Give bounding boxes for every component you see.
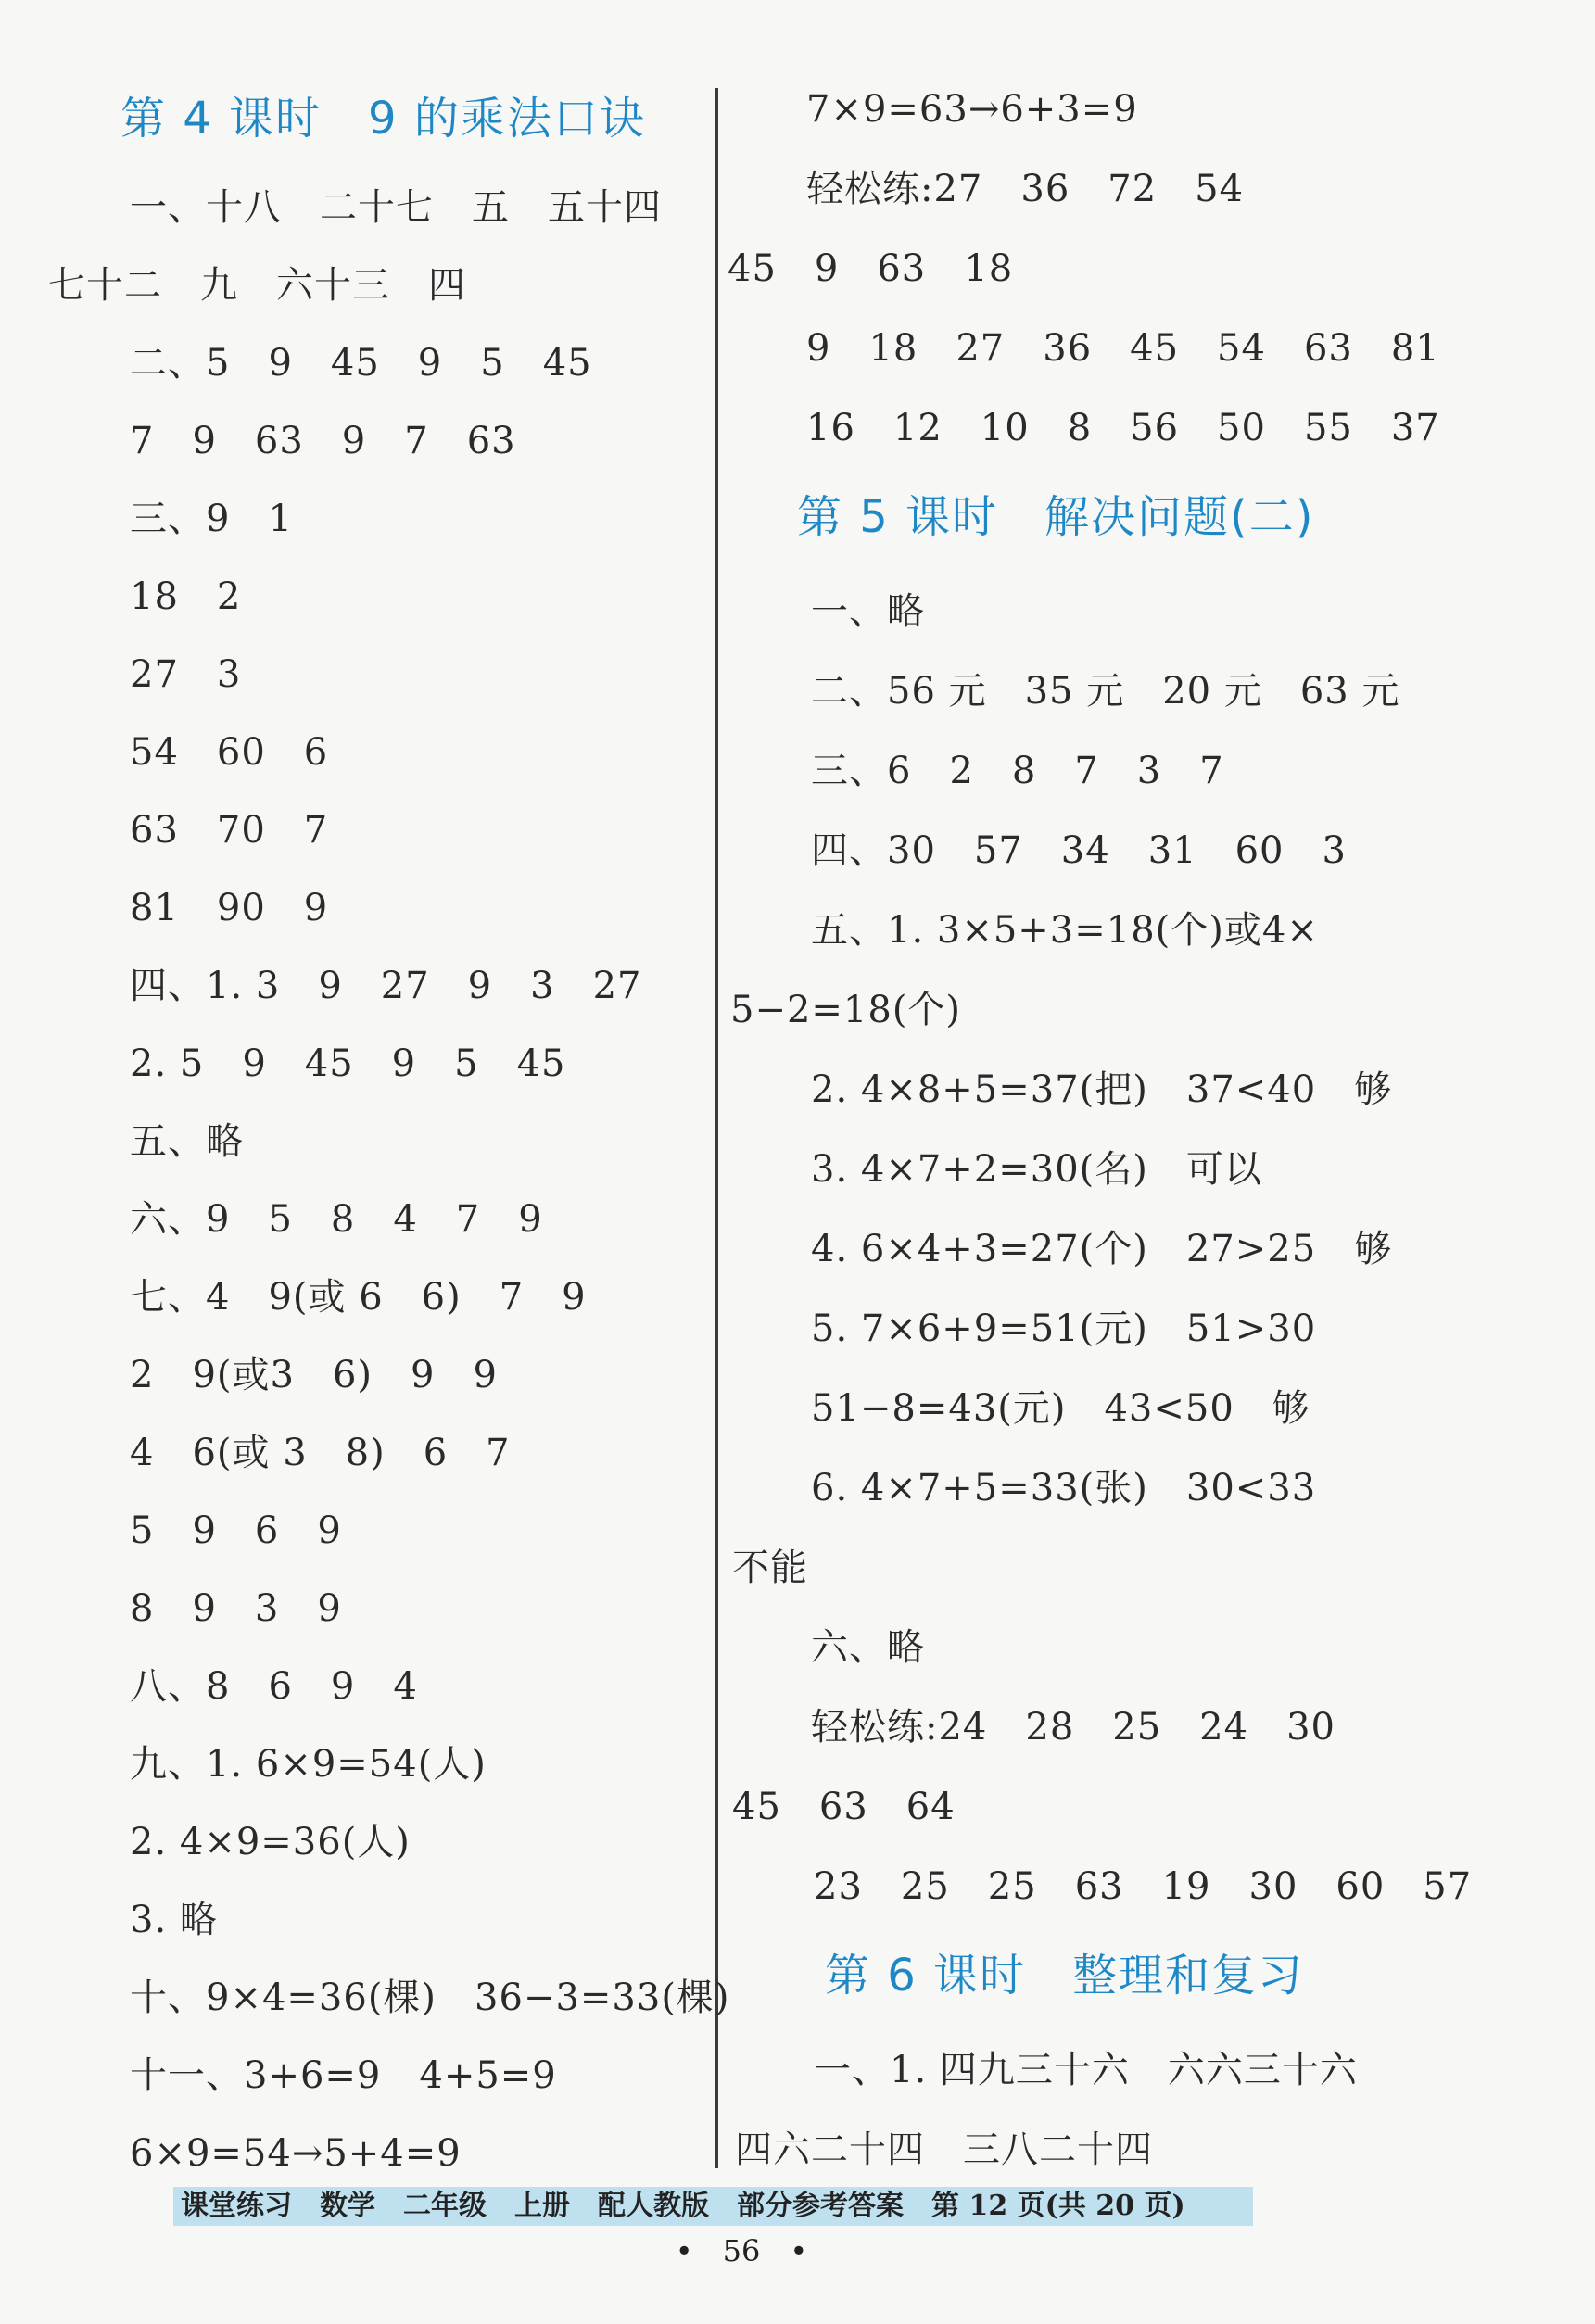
answer-line: 8 9 3 9 xyxy=(130,1587,342,1630)
answer-line: 七、4 9(或 6 6) 7 9 xyxy=(130,1276,587,1319)
answer-line: 一、1. 四九三十六 六六三十六 xyxy=(814,2049,1358,2091)
answer-line: 不能 xyxy=(732,1547,808,1589)
answer-line: 63 70 7 xyxy=(130,809,329,852)
answer-line: 9 18 27 36 45 54 63 81 xyxy=(806,327,1440,370)
answer-line: 四六二十四 三八二十四 xyxy=(735,2128,1153,2171)
answer-line: 45 63 64 xyxy=(732,1786,956,1828)
answer-line: 三、6 2 8 7 3 7 xyxy=(811,750,1224,792)
answer-line: 四、1. 3 9 27 9 3 27 xyxy=(130,965,642,1007)
answer-line: 3. 4×7+2=30(名) 可以 xyxy=(811,1148,1262,1191)
answer-line: 27 3 xyxy=(130,653,242,696)
page-number: • 56 • xyxy=(675,2233,808,2268)
answer-line: 七十二 九 六十三 四 xyxy=(48,264,466,307)
answer-line: 18 2 xyxy=(130,575,242,618)
answer-line: 2 9(或3 6) 9 9 xyxy=(130,1354,498,1396)
answer-line: 九、1. 6×9=54(人) xyxy=(130,1743,487,1786)
lesson-5-title: 第 5 课时 解决问题(二) xyxy=(797,491,1315,543)
answer-line: 7 9 63 9 7 63 xyxy=(130,420,516,462)
answer-line: 二、5 9 45 9 5 45 xyxy=(130,342,592,385)
column-divider xyxy=(715,88,718,2168)
answer-line: 51−8=43(元) 43<50 够 xyxy=(811,1387,1310,1430)
answer-line: 45 9 63 18 xyxy=(728,247,1014,290)
answer-line: 5−2=18(个) xyxy=(730,989,962,1031)
answer-line: 十、9×4=36(棵) 36−3=33(棵) xyxy=(130,1977,730,2019)
lesson-4-title: 第 4 课时 9 的乘法口诀 xyxy=(120,93,646,145)
answer-line: 一、十八 二十七 五 五十四 xyxy=(130,186,662,229)
answer-line: 81 90 9 xyxy=(130,887,329,929)
answer-line: 八、8 6 9 4 xyxy=(130,1665,418,1708)
answer-line: 五、1. 3×5+3=18(个)或4× xyxy=(811,909,1319,952)
answer-line: 3. 略 xyxy=(130,1899,218,1941)
answer-line: 5. 7×6+9=51(元) 51>30 xyxy=(811,1307,1317,1350)
answer-line: 轻松练:27 36 72 54 xyxy=(806,168,1245,210)
answer-line: 2. 4×8+5=37(把) 37<40 够 xyxy=(811,1068,1393,1111)
answer-line: 4. 6×4+3=27(个) 27>25 够 xyxy=(811,1228,1393,1270)
answer-line: 2. 5 9 45 9 5 45 xyxy=(130,1042,566,1085)
answer-line: 6. 4×7+5=33(张) 30<33 xyxy=(811,1467,1317,1509)
lesson-6-title: 第 6 课时 整理和复习 xyxy=(825,1950,1305,2002)
answer-line: 54 60 6 xyxy=(130,731,329,774)
answer-line: 5 9 6 9 xyxy=(130,1509,342,1552)
answer-line: 五、略 xyxy=(130,1120,244,1163)
answer-line: 轻松练:24 28 25 24 30 xyxy=(811,1706,1335,1749)
answer-line: 六、略 xyxy=(811,1626,925,1669)
answer-line: 2. 4×9=36(人) xyxy=(130,1821,411,1863)
answer-line: 十一、3+6=9 4+5=9 xyxy=(130,2054,557,2097)
answer-line: 6×9=54→5+4=9 xyxy=(130,2132,462,2175)
footer-band: 课堂练习 数学 二年级 上册 配人教版 部分参考答案 第 12 页(共 20 页) xyxy=(173,2187,1253,2226)
answer-line: 16 12 10 8 56 50 55 37 xyxy=(806,407,1440,449)
answer-line: 六、9 5 8 4 7 9 xyxy=(130,1198,543,1241)
answer-line: 一、略 xyxy=(811,590,925,633)
answer-line: 23 25 25 63 19 30 60 57 xyxy=(814,1865,1473,1908)
answer-line: 四、30 57 34 31 60 3 xyxy=(811,829,1347,872)
answer-line: 7×9=63→6+3=9 xyxy=(806,88,1138,131)
answer-line: 4 6(或 3 8) 6 7 xyxy=(130,1432,511,1474)
answer-line: 二、56 元 35 元 20 元 63 元 xyxy=(811,670,1400,713)
answer-line: 三、9 1 xyxy=(130,498,293,540)
